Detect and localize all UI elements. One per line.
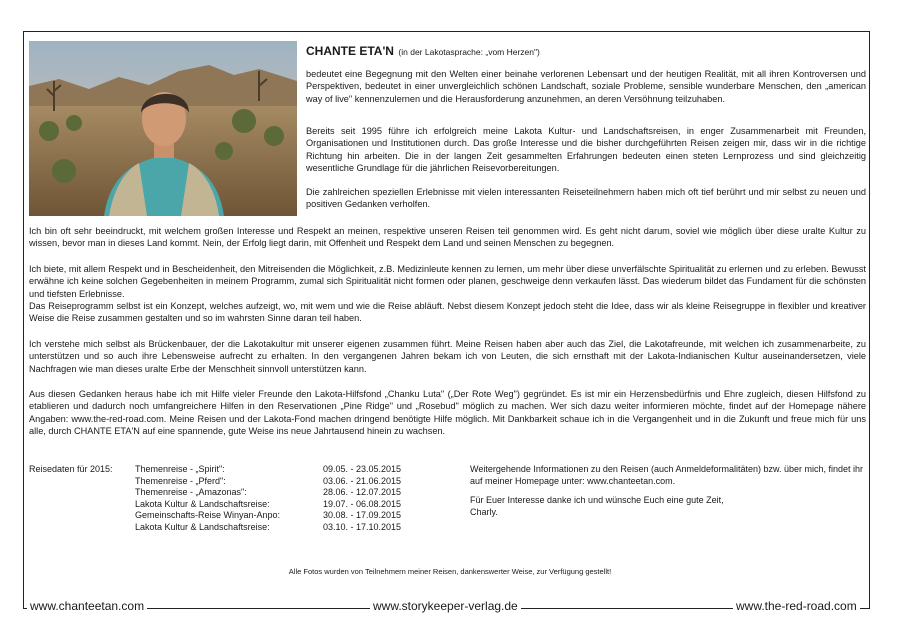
trip-dates: 30.08. - 17.09.2015 bbox=[323, 510, 402, 521]
footer-link-red-road[interactable]: www.the-red-road.com bbox=[733, 599, 860, 613]
trip-name: Lakota Kultur & Landschaftsreise: bbox=[135, 522, 270, 532]
paragraph-spirituality: Ich biete, mit allem Respekt und in Bescheidenheit, den Mitreisenden die Möglichkeit, z.B. Medizinleute kennen zu lernen, um mehr über diese unverfälschte Spiritualität zu erlernen und zu erleben. Bewusst erwähne ich keine solchen Gegebenheiten in meinem Programm, zumal sich Spiritualität nicht formen oder planen, geschweige denn verkaufen lässt. Das wiederum bildet das Fundament für die schönsten und tiefsten Erlebnisse. bbox=[29, 264, 866, 299]
trip-name: Themenreise - „Spirit": bbox=[135, 464, 225, 474]
paragraph-history: Bereits seit 1995 führe ich erfolgreich meine Lakota Kultur- und Landschaftsreisen, in enger Zusammenarbeit mit Freunden, Organisationen und Institutionen durch. Das große Interesse und die bisher durchgeführten Reisen zeigen mir, dass wir in die richtige Richtung hin arbeiten. Die in der langen Zeit gesammelten Erfahrungen bedeuten einen steten Lernprozess und sind gleichzeitig wesentliche Grundlage für die jährlichen Reisevorbereitungen. bbox=[306, 126, 866, 173]
page-subtitle: (in der Lakotasprache: „vom Herzen") bbox=[398, 47, 540, 57]
info-section bbox=[470, 464, 870, 526]
trip-dates: 03.06. - 21.06.2015 bbox=[323, 475, 402, 486]
more-info-text: Weitergehende Informationen zu den Reisen (auch Anmeldeformalitäten) bzw. über mich, findet ihr auf meiner Homepage unter: www.chanteetan.com. bbox=[470, 464, 864, 486]
paragraph-relief-fund: Aus diesen Gedanken heraus habe ich mit Hilfe vieler Freunde den Lakota-Hilfsfond „Chanku Luta" („Der Rote Weg") gegründet. Es ist mir ein Herzensbedürfnis und Ehre zugleich, diesen Hilfsfond zu etablieren und dadurch noch umfangreichere Hilfen in den Reservationen „Pine Ridge" und „Rosebud" möglich zu machen. Wer sich dazu weiter informieren möchte, findet auf der Homepage nähere Angaben: www.the-red-road.com. Meine Reisen und der Lakota-Fond machen dringend benötigte Hilfe möglich. Mit Dankbarkeit schaue ich in die Vergangenheit und in die Zukunft und freue mich für uns alle, durch CHANTE ETA'N auf eine spannende, gute Weise ins neue Jahrtausend hinein zu wachsen. bbox=[29, 389, 866, 436]
footer-link-storykeeper[interactable]: www.storykeeper-verlag.de bbox=[370, 599, 521, 613]
footer-link-chanteetan[interactable]: www.chanteetan.com bbox=[27, 599, 147, 613]
trip-dates: 03.10. - 17.10.2015 bbox=[323, 522, 402, 532]
portrait-photo bbox=[29, 41, 297, 216]
paragraph-program: Das Reiseprogramm selbst ist ein Konzept, welches aufzeigt, wo, mit wem und wie die Reise abläuft. Nebst diesem Konzept jedoch steht die Idee, dass wir als kleine Reisegruppe in flexibler und kreativer Weise die Reise zusammen gestalten und so im wahrsten Sinne daran teil haben. bbox=[29, 301, 866, 324]
header bbox=[306, 42, 540, 60]
paragraph-experiences: Die zahlreichen speziellen Erlebnisse mit vielen interessanten Reiseteilnehmern haben mich oft tief berührt und mir selbst zu neuen und positiven Gedanken verholfen. bbox=[306, 187, 866, 210]
paragraph-respect: Ich bin oft sehr beeindruckt, mit welchem großen Interesse und Respekt an meinen, respektive unseren Reisen teil genommen wird. Es geht nicht darum, soviel wie möglich über diese uralte Kultur zu wissen, bevor man in dieses Land kommt. Nein, der Erfolg liegt darin, mit Offenheit und Respekt dem Land und seinen Menschen zu begegnen. bbox=[29, 226, 866, 249]
page-title: CHANTE ETA'N bbox=[306, 44, 394, 58]
paragraph-bridge-builder: Ich verstehe mich selbst als Brückenbauer, der die Lakotakultur mit unserer eigenen zusammen führt. Meine Reisen haben aber auch das Ziel, die Lakotafreunde, mit welchen ich zusammenarbeite, zu unterstützen und so auch ihre Lebensweise aufrecht zu erhalten. In den vergangenen Jahren bekam ich von Leuten, die sich ernsthaft mit der Lakota-Indianischen Kultur auseinandersetzen, viele Nachfragen wie man dieses uralte Erbe der Menschheit sinnvoll unterstützen kann. bbox=[29, 339, 866, 374]
trip-name: Themenreise - „Pferd": bbox=[135, 475, 226, 486]
thanks-text: Für Euer Interesse danke ich und wünsche Euch eine gute Zeit, bbox=[470, 495, 724, 506]
photo-credit-caption: Alle Fotos wurden von Teilnehmern meiner Reisen, dankenswerter Weise, zur Verfügung gestellt! bbox=[288, 567, 612, 576]
trip-dates: 28.06. - 12.07.2015 bbox=[323, 487, 402, 498]
trip-dates-label: Reisedaten für 2015: bbox=[29, 464, 113, 474]
trip-dates: 09.05. - 23.05.2015 bbox=[323, 464, 402, 474]
trip-dates: 19.07. - 06.08.2015 bbox=[323, 498, 402, 509]
trip-name: Gemeinschafts-Reise Winyan-Anpo: bbox=[135, 510, 281, 521]
signoff-text: Charly. bbox=[470, 506, 498, 517]
trip-name: Lakota Kultur & Landschaftsreise: bbox=[135, 498, 270, 509]
trip-name: Themenreise - „Amazonas": bbox=[135, 487, 247, 498]
paragraph-intro: bedeutet eine Begegnung mit den Welten einer beinahe verlorenen Lebensart und der heutigen Realität, mit all ihren Kontroversen und Perspektiven, bedeutet in einer unvergleichlich schönen Landschaft, soziale Probleme, sensible wunderbare Menschen, den „american way of live" kennenzulernen und die Herausforderung anzunehmen, an deren Versöhnung teilzuhaben. bbox=[306, 69, 866, 104]
